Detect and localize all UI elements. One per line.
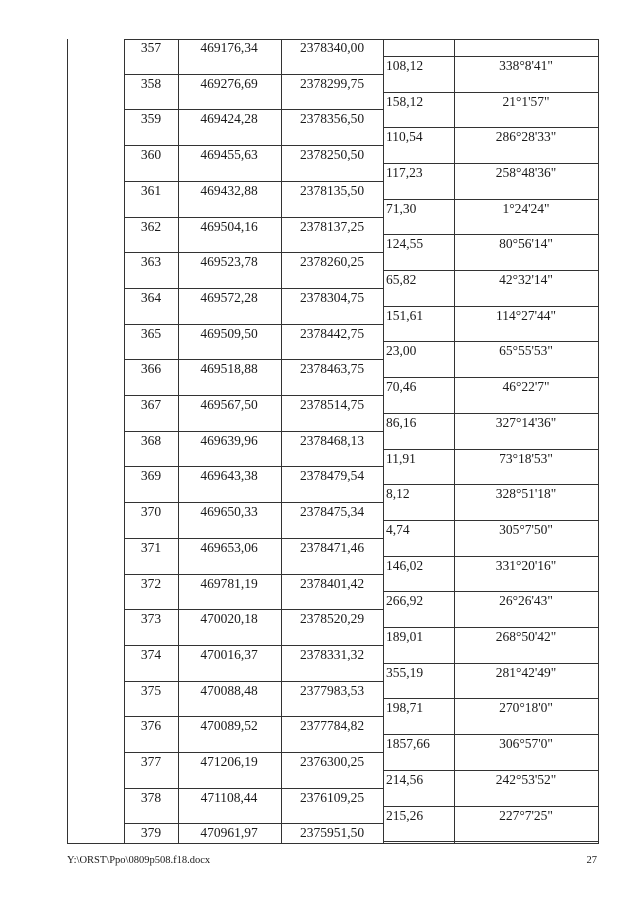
distance-cell: 151,61 [386, 308, 424, 323]
distance-cell: 214,56 [386, 772, 424, 787]
x-coordinate-cell: 469424,28 [200, 111, 258, 126]
x-coordinate-cell: 470020,18 [200, 611, 258, 626]
point-number-cell: 375 [140, 683, 162, 698]
y-coordinate-cell: 2378463,75 [299, 361, 365, 376]
table-row-line [124, 181, 383, 182]
y-coordinate-cell: 2378475,34 [299, 504, 365, 519]
point-number-cell: 371 [140, 540, 162, 555]
table-row-line [383, 127, 598, 128]
distance-cell: 71,30 [386, 201, 417, 216]
table-row-line [383, 734, 598, 735]
point-number-cell: 358 [140, 76, 162, 91]
y-coordinate-cell: 2377983,53 [299, 683, 365, 698]
x-coordinate-cell: 471108,44 [200, 790, 258, 805]
point-number-cell: 366 [140, 361, 162, 376]
table-row-line [124, 574, 383, 575]
point-number-cell: 357 [140, 40, 162, 55]
point-number-cell: 365 [140, 326, 162, 341]
distance-cell: 86,16 [386, 415, 417, 430]
bearing-cell: 227°7'25" [499, 808, 553, 823]
x-coordinate-cell: 469650,33 [200, 504, 258, 519]
x-coordinate-cell: 469176,34 [200, 40, 258, 55]
y-coordinate-cell: 2378356,50 [299, 111, 365, 126]
table-row-line [124, 324, 383, 325]
distance-cell: 158,12 [386, 94, 424, 109]
table-row-line [383, 199, 598, 200]
distance-cell: 124,55 [386, 236, 424, 251]
table-row-line [124, 716, 383, 717]
x-coordinate-cell: 469567,50 [200, 397, 258, 412]
y-coordinate-cell: 2378520,29 [299, 611, 365, 626]
table-row-line [383, 663, 598, 664]
table-column-line [178, 39, 179, 843]
distance-cell: 1857,66 [386, 736, 430, 751]
bearing-cell: 258°48'36" [495, 165, 557, 180]
table-column-line [383, 39, 384, 843]
x-coordinate-cell: 469643,38 [200, 468, 258, 483]
point-number-cell: 378 [140, 790, 162, 805]
table-row-line [124, 502, 383, 503]
point-number-cell: 372 [140, 576, 162, 591]
table-row-line [383, 698, 598, 699]
bearing-cell: 270°18'0" [499, 700, 553, 715]
point-number-cell: 368 [140, 433, 162, 448]
distance-cell: 11,91 [386, 451, 416, 466]
table-row-line [383, 484, 598, 485]
table-row-line [124, 538, 383, 539]
table-row-line [124, 288, 383, 289]
y-coordinate-cell: 2377784,82 [299, 718, 365, 733]
distance-cell: 23,00 [386, 343, 417, 358]
y-coordinate-cell: 2378479,54 [299, 468, 365, 483]
point-number-cell: 370 [140, 504, 162, 519]
bearing-cell: 286°28'33" [495, 129, 557, 144]
point-number-cell: 379 [140, 825, 162, 840]
table-row-line [124, 252, 383, 253]
table-row-line [383, 591, 598, 592]
table-row-line [383, 163, 598, 164]
y-coordinate-cell: 2378137,25 [299, 219, 365, 234]
point-number-cell: 362 [140, 219, 162, 234]
table-column-line [124, 39, 125, 843]
table-row-line [124, 431, 383, 432]
bearing-cell: 328°51'18" [495, 486, 557, 501]
point-number-cell: 364 [140, 290, 162, 305]
x-coordinate-cell: 469639,96 [200, 433, 258, 448]
table-row-line [124, 466, 383, 467]
y-coordinate-cell: 2375951,50 [299, 825, 365, 840]
distance-cell: 198,71 [386, 700, 424, 715]
footer-file-path: Y:\ORST\Ppo\0809p508.f18.docx [67, 855, 211, 866]
table-row-line [383, 234, 598, 235]
y-coordinate-cell: 2378250,50 [299, 147, 365, 162]
bearing-cell: 26°26'43" [499, 593, 553, 608]
table-row-line [383, 770, 598, 771]
y-coordinate-cell: 2376300,25 [299, 754, 365, 769]
table-row-line [124, 359, 383, 360]
bearing-cell: 242°53'52" [495, 772, 557, 787]
x-coordinate-cell: 469455,63 [200, 147, 258, 162]
table-row-line [124, 395, 383, 396]
bearing-cell: 21°1'57" [502, 94, 550, 109]
y-coordinate-cell: 2378299,75 [299, 76, 365, 91]
distance-cell: 117,23 [386, 165, 423, 180]
y-coordinate-cell: 2378471,46 [299, 540, 365, 555]
distance-cell: 4,74 [386, 522, 410, 537]
x-coordinate-cell: 470088,48 [200, 683, 258, 698]
point-number-cell: 369 [140, 468, 162, 483]
table-row-line [124, 74, 383, 75]
point-number-cell: 374 [140, 647, 162, 662]
x-coordinate-cell: 469276,69 [200, 76, 258, 91]
point-number-cell: 373 [140, 611, 162, 626]
bearing-cell: 268°50'42" [495, 629, 557, 644]
bearing-cell: 65°55'53" [499, 343, 553, 358]
bearing-cell: 331°20'16" [495, 558, 557, 573]
distance-cell: 355,19 [386, 665, 424, 680]
x-coordinate-cell: 471206,19 [200, 754, 258, 769]
y-coordinate-cell: 2378401,42 [299, 576, 365, 591]
bearing-cell: 338°8'41" [499, 58, 553, 73]
distance-cell: 8,12 [386, 486, 410, 501]
table-row-line [383, 270, 598, 271]
distance-cell: 146,02 [386, 558, 424, 573]
y-coordinate-cell: 2378260,25 [299, 254, 365, 269]
y-coordinate-cell: 2376109,25 [299, 790, 365, 805]
table-row-line [124, 788, 383, 789]
y-coordinate-cell: 2378304,75 [299, 290, 365, 305]
y-coordinate-cell: 2378340,00 [299, 40, 365, 55]
bearing-cell: 305°7'50" [499, 522, 553, 537]
x-coordinate-cell: 469518,88 [200, 361, 258, 376]
table-row-line [383, 56, 598, 57]
distance-cell: 65,82 [386, 272, 417, 287]
distance-cell: 215,26 [386, 808, 424, 823]
distance-cell: 70,46 [386, 379, 417, 394]
bearing-cell: 1°24'24" [502, 201, 550, 216]
table-row-line [383, 413, 598, 414]
x-coordinate-cell: 469504,16 [200, 219, 258, 234]
distance-cell: 108,12 [386, 58, 424, 73]
point-number-cell: 360 [140, 147, 162, 162]
x-coordinate-cell: 469653,06 [200, 540, 258, 555]
table-row-line [124, 217, 383, 218]
table-row-line [124, 645, 383, 646]
x-coordinate-cell: 470961,97 [200, 825, 258, 840]
table-row-line [124, 109, 383, 110]
table-row-line [124, 609, 383, 610]
table-row-line [124, 752, 383, 753]
x-coordinate-cell: 469572,28 [200, 290, 258, 305]
distance-cell: 189,01 [386, 629, 424, 644]
distance-cell: 266,92 [386, 593, 424, 608]
bearing-cell: 327°14'36" [495, 415, 557, 430]
coordinates-table [67, 39, 599, 844]
table-row-line [383, 806, 598, 807]
table-row-line [383, 377, 598, 378]
table-row-line [383, 520, 598, 521]
table-row-line [383, 306, 598, 307]
y-coordinate-cell: 2378514,75 [299, 397, 365, 412]
footer-page-number: 27 [586, 855, 597, 866]
point-number-cell: 361 [140, 183, 162, 198]
point-number-cell: 377 [140, 754, 162, 769]
table-row-line [124, 681, 383, 682]
table-row-line [383, 92, 598, 93]
x-coordinate-cell: 469432,88 [200, 183, 258, 198]
bearing-cell: 114°27'44" [495, 308, 557, 323]
point-number-cell: 367 [140, 397, 162, 412]
x-coordinate-cell: 470016,37 [200, 647, 258, 662]
bearing-cell: 42°32'14" [499, 272, 553, 287]
y-coordinate-cell: 2378468,13 [299, 433, 365, 448]
y-coordinate-cell: 2378331,32 [299, 647, 365, 662]
table-column-line [454, 39, 455, 843]
point-number-cell: 363 [140, 254, 162, 269]
table-row-line [383, 627, 598, 628]
x-coordinate-cell: 470089,52 [200, 718, 258, 733]
y-coordinate-cell: 2378135,50 [299, 183, 365, 198]
table-row-line [124, 145, 383, 146]
bearing-cell: 73°18'53" [499, 451, 553, 466]
x-coordinate-cell: 469509,50 [200, 326, 258, 341]
table-row-line [383, 449, 598, 450]
table-column-line [281, 39, 282, 843]
point-number-cell: 359 [140, 111, 162, 126]
distance-cell: 110,54 [386, 129, 423, 144]
y-coordinate-cell: 2378442,75 [299, 326, 365, 341]
bearing-cell: 46°22'7" [502, 379, 550, 394]
bearing-cell: 281°42'49" [495, 665, 557, 680]
x-coordinate-cell: 469781,19 [200, 576, 258, 591]
x-coordinate-cell: 469523,78 [200, 254, 258, 269]
table-row-line [383, 556, 598, 557]
table-row-line [383, 341, 598, 342]
bearing-cell: 80°56'14" [499, 236, 553, 251]
bearing-cell: 306°57'0" [499, 736, 553, 751]
point-number-cell: 376 [140, 718, 162, 733]
table-row-line [124, 823, 383, 824]
table-row-line [383, 841, 598, 842]
